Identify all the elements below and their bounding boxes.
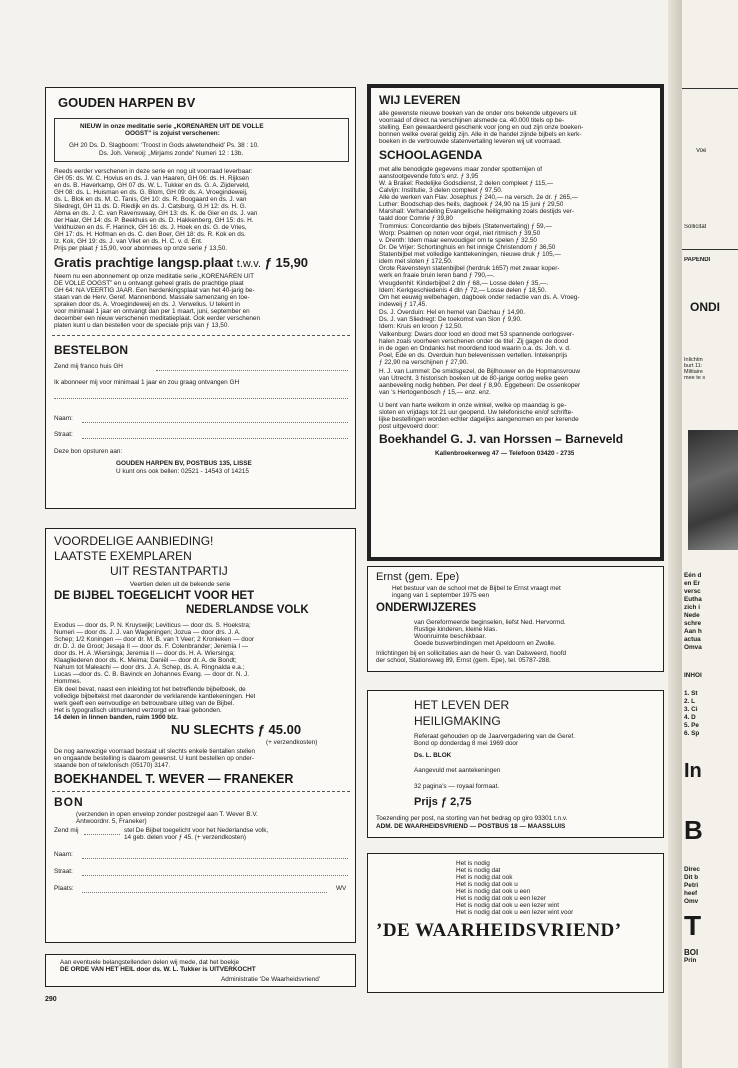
bijbel-body: Schep; 1/2 Koningen — door dr. M. B. van ’t Veer; 2 Kronieken — door bbox=[54, 636, 254, 643]
schoolagenda-title: SCHOOLAGENDA bbox=[379, 149, 483, 162]
adjacent-fragment: In bbox=[684, 760, 702, 782]
leven-author: Ds. L. BLOK bbox=[414, 752, 452, 759]
leven-title1: HET LEVEN DER bbox=[414, 699, 510, 712]
wl-intro: boeken in de vertrouwde statenvertaling leveren wij uit voorraad. bbox=[379, 138, 562, 145]
voordelige-line1: VOORDELIGE AANBIEDING! bbox=[54, 535, 214, 548]
adjacent-fragment: Inlichtin bbox=[684, 357, 703, 363]
agenda-line: van Utrecht. 3 historisch boeken uit de 80-jarige oorlog welke geen bbox=[379, 375, 568, 382]
book-spine bbox=[668, 0, 682, 1068]
eerder-line: der Haar, GH 14: ds. P. Beekhuis en ds. D. Hakkenberg, GH 15: ds. H. bbox=[54, 217, 254, 224]
adjacent-fragment: Omv bbox=[684, 898, 699, 905]
adjacent-fragment: ONDI bbox=[690, 300, 720, 314]
ernst-info: Inlichtingen bij en sollicitaties aan de heer G. van Dalsweerd, hoofd bbox=[376, 650, 567, 657]
nodig-line: Het is nodig bbox=[456, 860, 490, 867]
nodig-line: Het is nodig dat bbox=[456, 867, 501, 874]
stel-line1: stel De Bijbel toegelicht voor het Nederlandse volk, bbox=[124, 827, 269, 834]
welkom-line: U bent van harte welkom in onze winkel, welke op maandag is ge- bbox=[379, 402, 567, 409]
adjacent-fragment: PAPENDI bbox=[684, 257, 711, 263]
bestelbon-title: BESTELBON bbox=[54, 344, 129, 357]
agenda-line: Grote Ravensteyn statenbijbel (herdruk 1657) met zwaar koper- bbox=[379, 265, 560, 272]
gouden-title: GOUDEN HARPEN BV bbox=[58, 96, 196, 110]
agenda-line: Worp: Psalmen op noten voor orgel, niet ritmisch ƒ 39,50 bbox=[379, 230, 541, 237]
naam-field[interactable] bbox=[82, 858, 348, 859]
adjacent-fragment: 2. L bbox=[684, 698, 696, 705]
adjacent-fragment: Prin bbox=[684, 957, 697, 964]
adjacent-fragment: zich i bbox=[684, 604, 700, 611]
abonneer-field[interactable] bbox=[54, 398, 348, 399]
orde-line3: Administratie ‘De Waarheidsvriend’ bbox=[221, 976, 321, 983]
bijbel-body: door ds. H. A .Wiersinga; Jeremia II — door ds. H. A. Wiersinga; bbox=[54, 650, 235, 657]
waarheidsvriend-title: ’DE WAARHEIDSVRIEND’ bbox=[376, 920, 622, 941]
agenda-line: aanstootgevende foto’s enz. ƒ 3,95 bbox=[379, 173, 479, 180]
cut-line bbox=[52, 335, 350, 336]
eerder-line: Prijs per plaat ƒ 15,90, voor abonnees op onze serie ƒ 13,50. bbox=[54, 245, 228, 252]
naam-label: Naam: bbox=[54, 851, 73, 858]
eerder-line: Iz. Kok, GH 19: ds. J. van Vliet en ds. H. C. v. d. Ent. bbox=[54, 238, 203, 245]
agenda-line: Statenbijbel met volledige kanttekeningen, nieuwe druk ƒ 105,— bbox=[379, 251, 561, 258]
gratis-title bbox=[54, 256, 308, 271]
onderwijzeres-title: ONDERWIJZERES bbox=[376, 602, 477, 614]
welkom-line: sloten en vrijdags tot 21 uur geopend. Uw telefonische en/of schrifte- bbox=[379, 409, 574, 416]
gratis-line: spraken door ds. A. Vroegindeweij en ds. J. Verwelius. U tekent in bbox=[54, 301, 240, 308]
bijbel-body: Lucas —door ds. C. B. Bavinck en Johannes Evang. — door dr. N. J. bbox=[54, 671, 250, 678]
opsturen-label: Deze bon opsturen aan: bbox=[54, 448, 123, 455]
wl-intro: stelling. Een gewaardeerd geschenk voor jong en oud zijn onze boeken- bbox=[379, 124, 584, 131]
voordelige-ad bbox=[45, 528, 356, 943]
bijbel-body: dr. D. J. de Groot; Jesaja II — door ds. F. Colenbrander; Jeremia I — bbox=[54, 643, 249, 650]
bon-title: BON bbox=[54, 796, 84, 809]
eerder-line: Veldhuizen en ds. F. Harinck, GH 16: ds. J. Hoek en ds. G. de Vries, bbox=[54, 224, 247, 231]
agenda-line: Luther: Boodschap des heils, dagboek ƒ 24,90 na 15 juni ƒ 29,50 bbox=[379, 201, 564, 208]
agenda-line: Marshall: Verhandeling Evangelische heiligmaking zoals destijds ver- bbox=[379, 208, 575, 215]
voorraad-line: De nog aanwezige voorraad bestaat uit slechts enkele tientallen stellen bbox=[54, 748, 256, 755]
adjacent-fragment: 6. Sp bbox=[684, 730, 700, 737]
bijbel-body: volledige bijbeltekst met daaronder de verklarende kanttekeningen. Het bbox=[54, 693, 256, 700]
nodig-line: Het is nodig dat ook u een bbox=[456, 888, 531, 895]
straat-field[interactable] bbox=[82, 438, 348, 439]
gratis-tv: t.w.v. bbox=[236, 258, 262, 270]
wever-title: BOEKHANDEL T. WEVER — FRANEKER bbox=[54, 772, 294, 786]
eerder-line: GH 08: ds. L. Huisman en ds. G. Blom, GH 09: ds. A. Vroegindeweij, bbox=[54, 189, 248, 196]
agenda-line: van ’s Hertogenbosch ƒ 15,— enz. enz. bbox=[379, 389, 491, 396]
voordelige-line3: UIT RESTANTPARTIJ bbox=[110, 565, 228, 578]
van-horssen-title: Boekhandel G. J. van Horssen – Barneveld bbox=[379, 433, 624, 446]
wl-intro: voorraad of direct na verschijnen alsmede ca. 40.000 titels op be- bbox=[379, 117, 565, 124]
cut-line bbox=[52, 791, 350, 792]
plaats-field[interactable] bbox=[82, 892, 327, 893]
adjacent-fragment: Dit b bbox=[684, 874, 699, 881]
gouden-phone: U kunt ons ook bellen: 02521 - 14543 of 14215 bbox=[116, 468, 249, 475]
ernst-detail: van Gereformeerde beginselen, liefst Ned. Hervormd. bbox=[414, 619, 566, 626]
gratis-line: staan van de Herv. Geref. Mannenbond. Massale samenzang en toe- bbox=[54, 294, 250, 301]
leven-adm: ADM. DE WAARHEIDSVRIEND — POSTBUS 18 — MAASSLUIS bbox=[376, 823, 566, 830]
nieuw-box bbox=[54, 118, 349, 162]
adjacent-fragment: B bbox=[684, 815, 703, 845]
agenda-line: v. Drenth: Idem maar eenvoudiger om te spelen ƒ 32,50 bbox=[379, 237, 537, 244]
agenda-line: Valkenburg: Dwars door lood en dood met 53 spannende oorlogsver- bbox=[379, 331, 575, 338]
adjacent-fragment: Voe bbox=[696, 148, 707, 154]
naam-label: Naam: bbox=[54, 415, 73, 422]
bon-note1: (verzenden in open envelop zonder postzegel aan T. Wever B.V. bbox=[76, 811, 258, 818]
wv-code: WV bbox=[336, 885, 347, 892]
adjacent-fragment: actua bbox=[684, 636, 701, 643]
agenda-line: Ds. J. Overduin: Hel en hemel van Dachau ƒ 14,90. bbox=[379, 309, 525, 316]
ernst-line2: ingang van 1 september 1975 een bbox=[392, 592, 489, 599]
agenda-line: Trommius: Concordantie des bijbels (Statenvertaling) ƒ 59,— bbox=[379, 223, 552, 230]
nodig-line: Het is nodig dat ook u bbox=[456, 881, 518, 888]
stel-line2: 14 geb. delen voor ƒ 45. (+ verzendkosten) bbox=[124, 834, 247, 841]
bijbel-body: werk geeft een eenvoudige en betrouwbare uitleg van de Bijbel. bbox=[54, 700, 235, 707]
zend-field[interactable] bbox=[156, 370, 348, 371]
eerder-line: GH 17: ds. H. Hofman en ds. C. den Boer, GH 18: ds. R. Kok en ds. bbox=[54, 231, 246, 238]
agenda-line: Idem: Kruis en kroon ƒ 12,50. bbox=[379, 323, 463, 330]
ernst-vacancy-ad bbox=[367, 566, 664, 672]
adjacent-fragment: burt 11: bbox=[684, 363, 703, 369]
adjacent-fragment: Omva bbox=[684, 644, 702, 651]
agenda-line: Dr. De Vrijer: Schortinghuis en het innige Christendom ƒ 36,50 bbox=[379, 244, 556, 251]
agenda-line: Ds. J. van Sliedregt: De toekomst van Sion ƒ 9,90. bbox=[379, 316, 522, 323]
bijbel-body: Elk deel bevat, naast een inleiding tot het betreffende bijbelboek, de bbox=[54, 686, 246, 693]
eerder-line: Sliedregt, GH 11 ds. D. Riedijk en ds. J. Catsburg, G.H 12: ds. H. G. bbox=[54, 203, 247, 210]
adjacent-fragment: INHOI bbox=[684, 672, 702, 679]
eerder-line: en ds. B. Haverkamp, GH 07 ds. W. L. Tukker en ds. G. A. Zijderveld, bbox=[54, 182, 250, 189]
bijbel-body: Nahum tot Maleachi — door drs. J. A. Schep, ds. A. Ringnalda e.a.; bbox=[54, 664, 245, 671]
adjacent-fragment: schre bbox=[684, 620, 702, 627]
gouden-address: GOUDEN HARPEN BV, POSTBUS 135, LISSE bbox=[116, 460, 252, 467]
adjacent-fragment: mee te s bbox=[684, 375, 706, 381]
nieuw-line-2: OOGST” is zojuist verschenen: bbox=[125, 130, 220, 137]
leven-price: Prijs ƒ 2,75 bbox=[414, 796, 472, 808]
wij-leveren-ad bbox=[367, 84, 664, 561]
adjacent-fragment: 4. D bbox=[684, 714, 696, 721]
nieuw-line-1: NIEUW in onze meditatie serie „KORENAREN UIT DE VOLLE bbox=[80, 123, 264, 130]
wl-intro: alle gewenste nieuwe boeken van de onder ons bekende uitgevers uit bbox=[379, 110, 577, 117]
agenda-line: H. J. van Lummel: De smidsgezel, de Bijlhouwer en de Hopmansvrouw bbox=[379, 368, 581, 375]
adjacent-fragment: Nede bbox=[684, 612, 700, 619]
adjacent-fragment: BOI bbox=[684, 948, 699, 957]
waarheidsvriend-ad bbox=[367, 853, 664, 993]
adjacent-fragment: Direc bbox=[684, 866, 700, 873]
nodig-line: Het is nodig dat ook u een lezer wint bbox=[456, 902, 560, 909]
agenda-line: halen zoals voorheen verschenen onder de titel: Zij gagen de dood bbox=[379, 338, 569, 345]
ernst-place: Ernst (gem. Epe) bbox=[376, 571, 460, 583]
voordelige-line2: LAATSTE EXEMPLAREN bbox=[54, 550, 192, 563]
voorraad-line: staande bon of telefonisch (05170) 3147. bbox=[54, 762, 171, 769]
gouden-harpen-ad bbox=[45, 87, 356, 509]
ernst-detail: Rustige kinderen, kleine klas. bbox=[414, 626, 498, 633]
adjacent-fragment: versc bbox=[684, 588, 701, 595]
nu-slechts-price: NU SLECHTS ƒ 45.00 bbox=[171, 723, 302, 737]
agenda-line: Idem: Kerkgeschiedenis 4 dln ƒ 72,— Losse delen ƒ 18,50. bbox=[379, 287, 547, 294]
agenda-line: met alle benodigde gegevens maar zonder spotternijen of bbox=[379, 166, 543, 173]
leven-zending: Toezending per post, na storting van het bedrag op giro 93301 t.n.v. bbox=[376, 815, 568, 822]
agenda-line: Poel, Ede en ds. Overduin hun belevenissen vertellen. Intekenprijs bbox=[379, 352, 568, 359]
gratis-line: GH 64: NA VEERTIG JAAR. Een herdenkingsplaat van het 40-jarig be- bbox=[54, 287, 255, 294]
adjacent-page bbox=[682, 0, 738, 1068]
adjacent-fragment: 1. St bbox=[684, 690, 698, 697]
nodig-line: Het is nodig dat ook u een lezer wint voor bbox=[456, 909, 574, 916]
adjacent-fragment: Petri bbox=[684, 882, 699, 889]
voorraad-line: en ongaande bestelling is daarom gewenst. U kunt bestellen op onder- bbox=[54, 755, 255, 762]
adjacent-fragment: Aan h bbox=[684, 628, 702, 635]
aantal-field[interactable] bbox=[84, 834, 120, 835]
eerder-line: ds. L. Blok en ds. M. C. Tanis, GH 10: ds. R. Boogaard en ds. J. van bbox=[54, 196, 247, 203]
ernst-detail: Goede busverbindingen met Apeldoorn en Zwolle. bbox=[414, 640, 556, 647]
agenda-line: Vreugdenhil: Kinderbijbel 2 dln ƒ 68,— Losse delen ƒ 35,—. bbox=[379, 280, 549, 287]
bijbel-body: Numeri — door ds. J. J. van Wageningen; Jozua — door drs. J. A. bbox=[54, 629, 241, 636]
wij-leveren-title: WIJ LEVEREN bbox=[379, 94, 461, 107]
agenda-line: Om het eeuwig welbehagen, dagboek onder redactie van ds. A. Vroeg- bbox=[379, 294, 580, 301]
agenda-line: in de ogen en Ondanks het moordend lood waarin o.a. ds. Joh. v. d. bbox=[379, 345, 571, 352]
welkom-line: post uitgevoerd door: bbox=[379, 423, 440, 430]
gratis-line: Neem nu een abonnement op onze meditatie serie „KORENAREN UIT bbox=[54, 273, 254, 280]
voordelige-line4: Veertien delen uit de bekende serie bbox=[130, 581, 231, 588]
gh20-line-2: Ds. Joh. Verwoij: „Mirjams zonde” Numeri 12 : 13b. bbox=[99, 150, 244, 157]
straat-field[interactable] bbox=[82, 875, 348, 876]
orde-notice bbox=[45, 954, 356, 987]
naam-field[interactable] bbox=[82, 422, 348, 423]
agenda-line: W. à Brakel: Redelijke Godsdienst, 2 delen compleet ƒ 115,— bbox=[379, 180, 554, 187]
abonneer-label: Ik abonneer mij voor minimaal 1 jaar en zou graag ontvangen GH bbox=[54, 379, 240, 386]
ernst-info: der school, Stationsweg 89, Ernst (gem. Epe), tel. 05787-288. bbox=[376, 657, 551, 664]
adjacent-fragment: Eutha bbox=[684, 596, 702, 603]
agenda-line: ƒ 22,90 na verschijnen ƒ 27,90. bbox=[379, 359, 469, 366]
adjacent-fragment: 3. Ci bbox=[684, 706, 698, 713]
bijbel-body: 14 delen in linnen banden, ruim 1900 blz. bbox=[54, 714, 178, 721]
zend-mij-label: Zend mij bbox=[54, 827, 79, 834]
adjacent-fragment: T bbox=[684, 910, 702, 941]
leven-aangevuld: Aangevuld met aantekeningen bbox=[414, 767, 501, 774]
adjacent-fragment: Militaire bbox=[684, 369, 703, 375]
adjacent-photo bbox=[688, 430, 738, 550]
bijbel-body: Het is typografisch uitmuntend verzorgd en fraai gebonden. bbox=[54, 707, 222, 714]
page-number: 290 bbox=[45, 996, 57, 1003]
bijbel-title2: NEDERLANDSE VOLK bbox=[186, 604, 309, 616]
welkom-line: lijke bestellingen worden echter dagelijks aangenomen en per kerende bbox=[379, 416, 579, 423]
leven-pages: 32 pagina’s — royaal formaat. bbox=[414, 783, 500, 790]
leven-title2: HEILIGMAKING bbox=[414, 715, 501, 728]
nodig-line: Het is nodig dat ook u een lezer bbox=[456, 895, 546, 902]
leven-ref2: Bond op donderdag 8 mei 1969 door bbox=[414, 740, 519, 747]
agenda-line: aanbeveling nodig hebben. Per deel ƒ 8,90. Eggebeen: De ossenkoper bbox=[379, 382, 581, 389]
verzend-note: (+ verzendkosten) bbox=[266, 739, 318, 746]
agenda-line: werk en fraaie bruin leren band ƒ 790,—. bbox=[379, 272, 495, 279]
orde-line1: Aan eventuele belangstellenden delen wij mede, dat het boekje bbox=[60, 959, 240, 966]
adjacent-fragment: en Er bbox=[684, 580, 700, 587]
plaats-label: Plaats: bbox=[54, 885, 74, 892]
gh20-line-1: GH 20 Ds. D. Slagboom: ‘Troost in Gods alwetendheid’ Ps. 38 : 10. bbox=[69, 142, 259, 149]
adjacent-fragment: heef bbox=[684, 890, 698, 897]
agenda-line: indeweij ƒ 17,45. bbox=[379, 301, 427, 308]
gratis-title-text: Gratis prachtige langsp.plaat bbox=[54, 256, 234, 270]
straat-label: Straat: bbox=[54, 868, 73, 875]
gratis-line: december een nieuw verschenen meditatieplaat. Ook eerder verschenen bbox=[54, 315, 261, 322]
eerder-line: GH 05: ds. W. C. Hovius en ds. J. van Haaren, GH 06: ds. H. Rijksen bbox=[54, 175, 249, 182]
bijbel-body: Klaagliederen door ds. K. Meima; Daniël — door dr. A. de Bondt; bbox=[54, 657, 237, 664]
van-horssen-address: Kallenbroekerweg 47 — Telefoon 03420 - 2735 bbox=[435, 450, 575, 457]
ernst-detail: Woonruimte beschikbaar. bbox=[414, 633, 486, 640]
gratis-line: voor minimaal 1 jaar en ontvangt dan per 1 maart, juni, september en bbox=[54, 308, 250, 315]
zend-label: Zend mij franco huis GH bbox=[54, 363, 123, 370]
eerder-line: Abma en ds. J. C. van Ravenswaay, GH 13: ds. K. de Gier en ds. J. van bbox=[54, 210, 258, 217]
bijbel-body: Hommes. bbox=[54, 678, 82, 685]
agenda-line: Calvijn: Institutie, 3 delen compleet ƒ 97,50. bbox=[379, 187, 503, 194]
nodig-line: Het is nodig dat ook bbox=[456, 874, 513, 881]
agenda-line: Alle de werken van Flav. Josephus ƒ 240,— na versch. 2e dr. ƒ 265,— bbox=[379, 194, 579, 201]
gratis-line: DE VOLLE OOGST” en u ontvangt geheel gratis de prachtige plaat bbox=[54, 280, 244, 287]
agenda-line: idem met sloten ƒ 172,50. bbox=[379, 258, 453, 265]
eerder-line: Reeds eerder verschenen in deze serie en nog uit voorraad leverbaar: bbox=[54, 168, 253, 175]
bijbel-title1: DE BIJBEL TOEGELICHT VOOR HET bbox=[54, 590, 255, 602]
gratis-line: platen kunt u dan bestellen voor de speciale prijs van ƒ 13,50. bbox=[54, 322, 230, 329]
adjacent-fragment: 5. Pe bbox=[684, 722, 699, 729]
bijbel-body: Exodus — door ds. P. N. Kruyswijk; Leviticus — door ds. S. Hoekstra; bbox=[54, 622, 251, 629]
adjacent-fragment: Eén d bbox=[684, 572, 702, 579]
bon-note2: Antwoordnr. 5, Franeker) bbox=[76, 818, 147, 825]
orde-line2: DE ORDE VAN HET HEIL door ds. W. L. Tukker is UITVERKOCHT bbox=[60, 966, 256, 973]
agenda-line: taald door Comrie ƒ 39,80 bbox=[379, 215, 453, 222]
straat-label: Straat: bbox=[54, 431, 73, 438]
gratis-price: ƒ 15,90 bbox=[264, 256, 309, 270]
wl-intro: bonnen welke overal geldig zijn. Alle in de handel zijnde bijbels en kerk- bbox=[379, 131, 582, 138]
adjacent-fragment: Sollicitat bbox=[684, 224, 707, 230]
ernst-line1: Het bestuur van de school met de Bijbel te Ernst vraagt met bbox=[392, 585, 561, 592]
heiligmaking-ad bbox=[367, 690, 664, 838]
leven-ref1: Referaat gehouden op de Jaarvergadering van de Geref. bbox=[414, 733, 575, 740]
